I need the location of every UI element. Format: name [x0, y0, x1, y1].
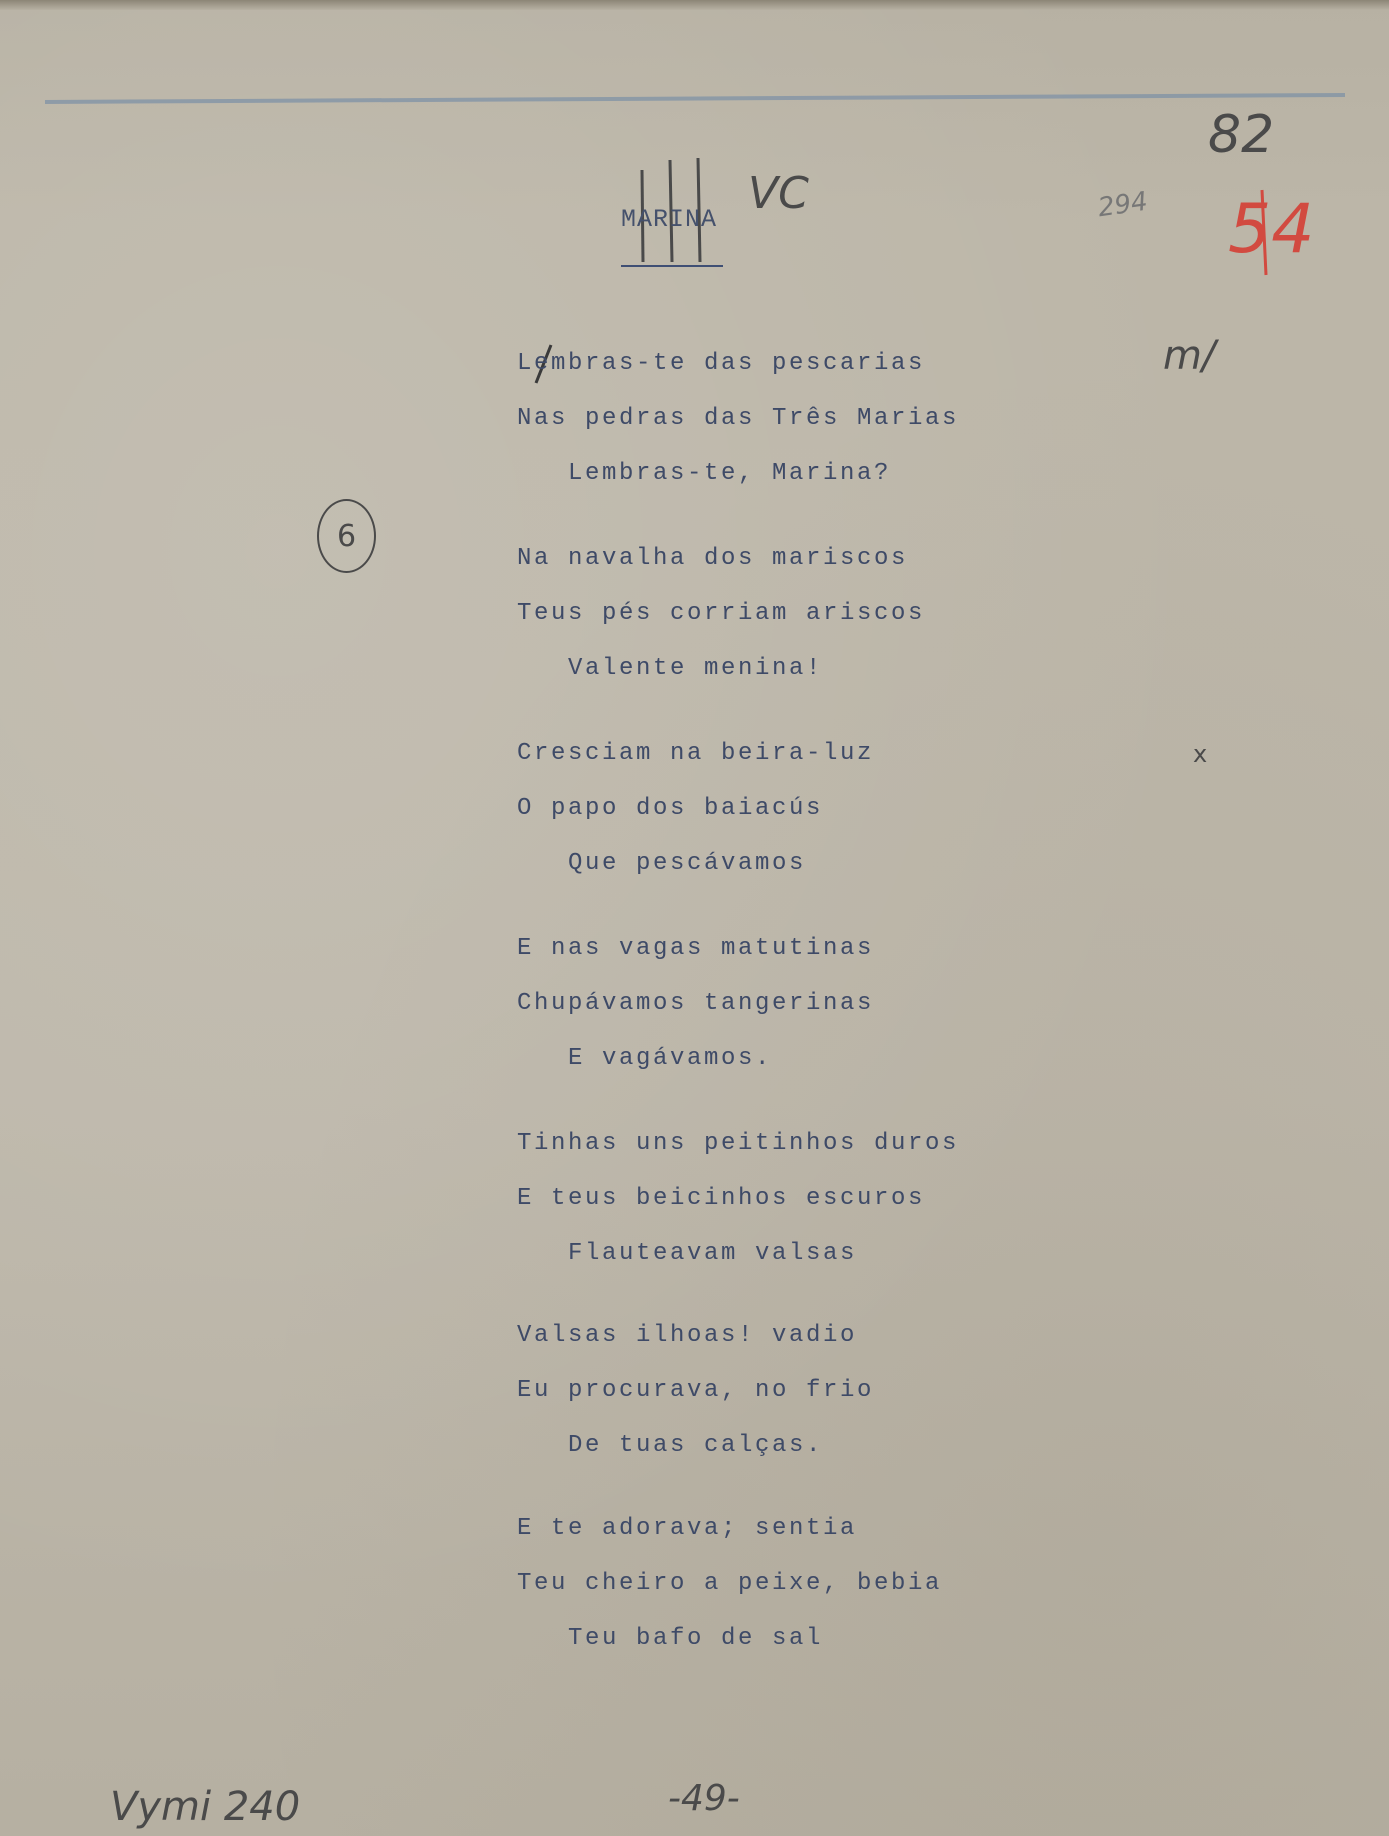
poem-line: Chupávamos tangerinas [517, 990, 875, 1017]
poem-line: Teu bafo de sal [568, 1625, 824, 1652]
poem-line: E te adorava; sentia [517, 1515, 858, 1542]
poem-line: Flauteavam valsas [568, 1240, 858, 1267]
poem-line: Eu procurava, no frio [517, 1377, 875, 1404]
poem-line: O papo dos baiacús [517, 795, 824, 822]
poem-line: Tinhas uns peitinhos duros [517, 1130, 960, 1157]
poem-line: Teu cheiro a peixe, bebia [517, 1570, 943, 1597]
poem-line: E vagávamos. [568, 1045, 773, 1072]
poem-line: Que pescávamos [568, 850, 807, 877]
title-underline [621, 265, 723, 267]
poem-line: Na navalha dos mariscos [517, 545, 909, 572]
poem-line: Cresciam na beira-luz [517, 740, 875, 767]
poem-line: E teus beicinhos escuros [517, 1185, 926, 1212]
poem-line: Lembras-te das pescarias [517, 350, 926, 377]
poem-line: Valente menina! [568, 655, 824, 682]
poem-line: Lembras-te, Marina? [568, 460, 892, 487]
number-top: 82 [1208, 105, 1275, 165]
number-red: 54 [1228, 190, 1315, 269]
bottom-note: Vymi 240 [110, 1784, 301, 1830]
poem-line: E nas vagas matutinas [517, 935, 875, 962]
margin-mark-x: x [1193, 740, 1208, 768]
poem-line: Valsas ilhoas! vadio [517, 1322, 858, 1349]
poem-line: Nas pedras das Três Marias [517, 405, 960, 432]
page-number: -49- [668, 1778, 740, 1819]
small-mark: 294 [1096, 186, 1150, 224]
circled-number [317, 499, 376, 573]
poem-line: De tuas calças. [568, 1432, 824, 1459]
poem-title: MARINA [621, 205, 718, 234]
margin-mark-m: m/ [1163, 333, 1216, 379]
circled-number-text: 6 [336, 518, 357, 554]
poem-line: Teus pés corriam ariscos [517, 600, 926, 627]
title-mark: VC [748, 168, 809, 219]
